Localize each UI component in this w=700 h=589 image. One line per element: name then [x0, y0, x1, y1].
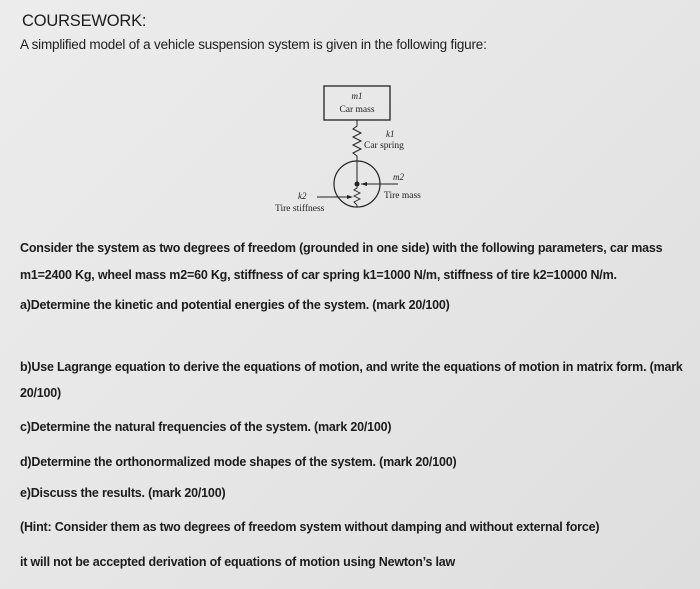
tire-stiffness-label: Tire stiffness	[275, 204, 325, 214]
note-text: it will not be accepted derivation of equations of motion using Newton’s law	[20, 555, 456, 569]
question-b-line-2: 20/100)	[20, 386, 61, 400]
question-b-line-1: b)Use Lagrange equation to derive the equations of motion, and write the equations of motion in matrix form. (mark	[20, 360, 683, 374]
m1-symbol: m1	[351, 91, 363, 101]
intro-text: A simplified model of a vehicle suspension system is given in the following figure:	[20, 37, 487, 52]
tire-mass-label: Tire mass	[384, 191, 421, 201]
car-mass-label: Car mass	[339, 105, 375, 115]
page-title: COURSEWORK:	[22, 12, 147, 30]
car-spring-icon	[353, 120, 361, 183]
tire-spring-icon	[354, 184, 360, 207]
k1-symbol: k1	[386, 129, 395, 139]
paragraph-line-1: Consider the system as two degrees of freedom (grounded in one side) with the following parameters, car mass	[20, 241, 663, 255]
k2-symbol: k2	[298, 191, 307, 201]
question-e: e)Discuss the results. (mark 20/100)	[20, 486, 226, 500]
question-c: c)Determine the natural frequencies of the system. (mark 20/100)	[20, 420, 392, 434]
car-spring-label: Car spring	[364, 141, 404, 151]
hint-text: (Hint: Consider them as two degrees of freedom system without damping and without external force)	[20, 520, 600, 534]
question-d: d)Determine the orthonormalized mode shapes of the system. (mark 20/100)	[20, 455, 457, 469]
m2-symbol: m2	[393, 172, 404, 182]
question-a: a)Determine the kinetic and potential energies of the system. (mark 20/100)	[20, 298, 450, 312]
paragraph-line-2: m1=2400 Kg, wheel mass m2=60 Kg, stiffness of car spring k1=1000 N/m, stiffness of tire k2=10000 N/m.	[20, 268, 617, 282]
suspension-diagram	[260, 80, 460, 220]
